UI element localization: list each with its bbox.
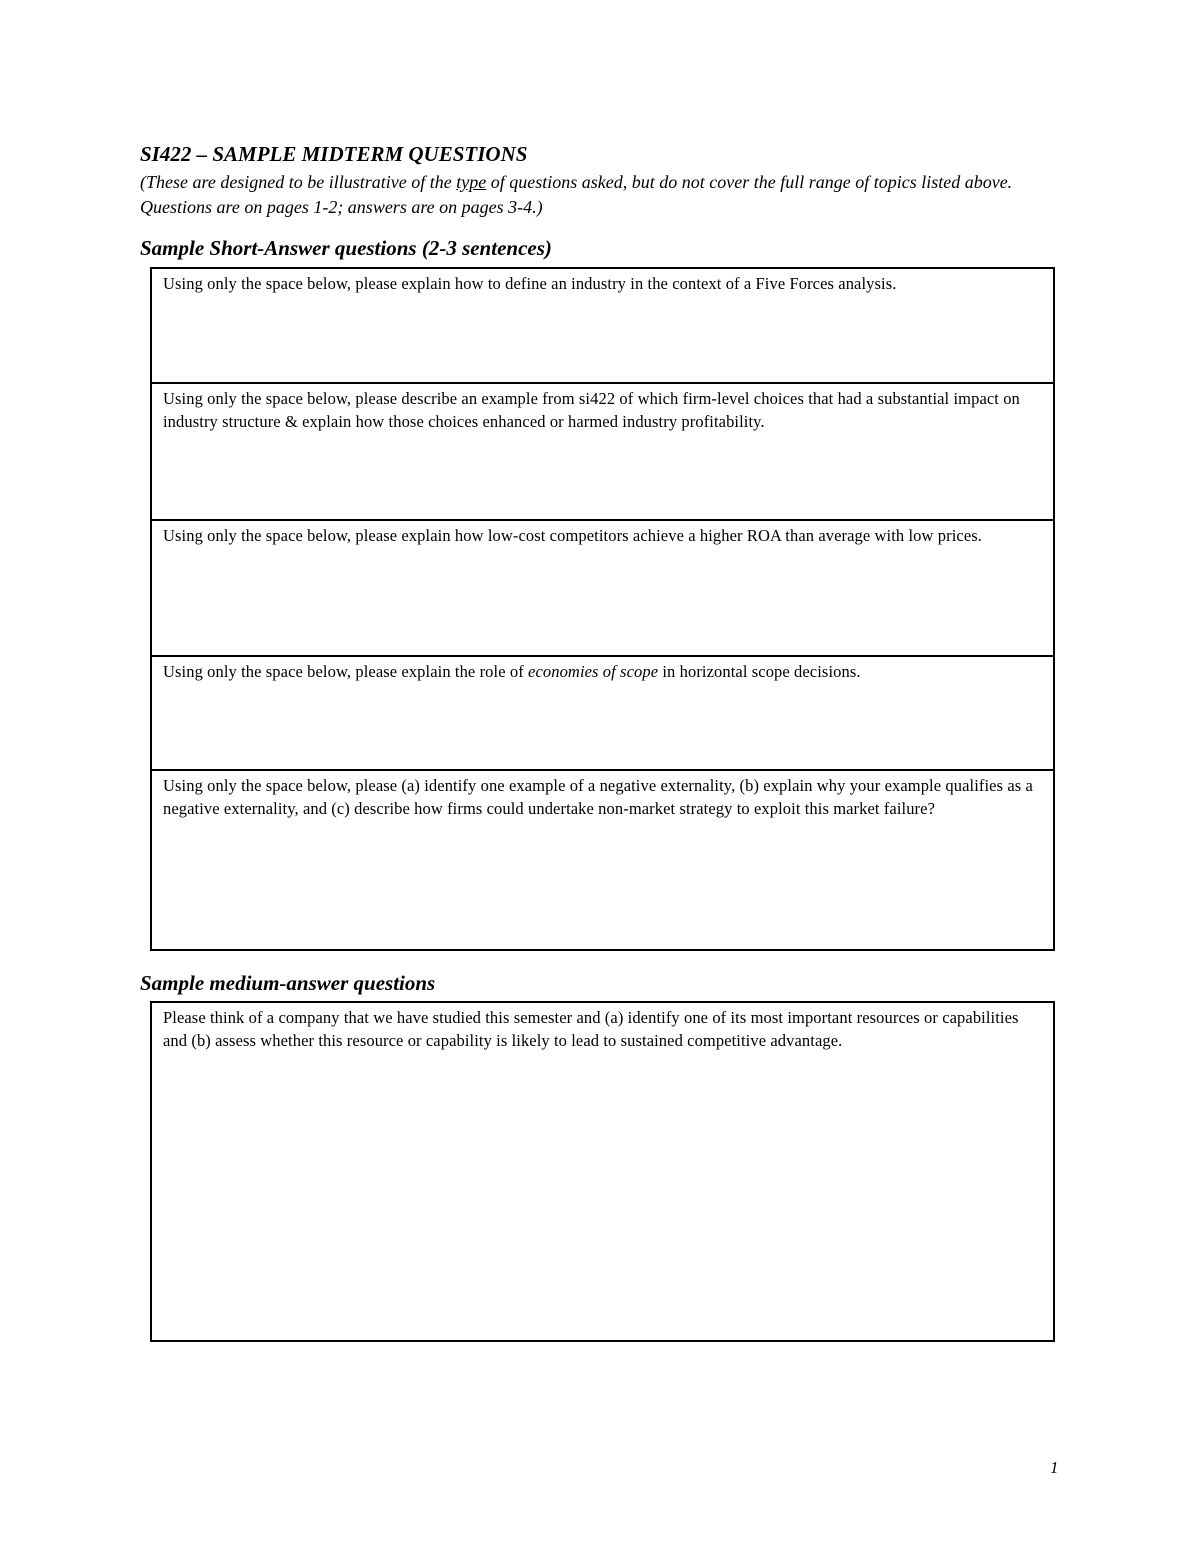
medium-answer-question-1: Please think of a company that we have studied this semester and (a) identify one of its most important resources or capabilities and (b) assess whether this resource or capability is likely to lead to sustained competitive advantage. [163,1008,1019,1050]
short-answer-question-1: Using only the space below, please explain how to define an industry in the context of a Five Forces analysis. [152,269,1053,384]
question-4-text-after: in horizontal scope decisions. [658,662,861,681]
intro-text-before: (These are designed to be illustrative of the [140,172,457,192]
short-answer-question-5: Using only the space below, please (a) identify one example of a negative externality, (b) explain why your example qualifies as a negative externality, and (c) describe how firms could undertake non-market strategy to exploit this market failure? [163,776,1033,818]
document-title: SI422 – SAMPLE MIDTERM QUESTIONS [140,142,528,166]
intro-text-after: of questions asked, but do not cover the full range of topics listed above. Questions are on pages 1-2; answers are on pages 3-4.) [140,172,1013,217]
medium-answer-table [150,1001,1055,1342]
question-4-emphasis: economies of scope [528,662,659,681]
question-4-text-before: Using only the space below, please explain the role of [163,662,529,681]
intro-note [140,170,1040,220]
short-answer-question-3: Using only the space below, please explain how low-cost competitors achieve a higher ROA than average with low prices. [152,521,1053,657]
page-number: 1 [1050,1458,1059,1477]
short-answer-question-4 [152,657,1053,771]
medium-answer-heading: Sample medium-answer questions [140,971,436,995]
short-answer-table [150,267,1055,951]
short-answer-question-2: Using only the space below, please describe an example from si422 of which firm-level choices that had a substantial impact on industry structure & explain how those choices enhanced or harmed industry profitability. [152,384,1053,521]
intro-underlined-word: type [456,172,487,192]
short-answer-heading: Sample Short-Answer questions (2-3 sentences) [140,236,552,260]
